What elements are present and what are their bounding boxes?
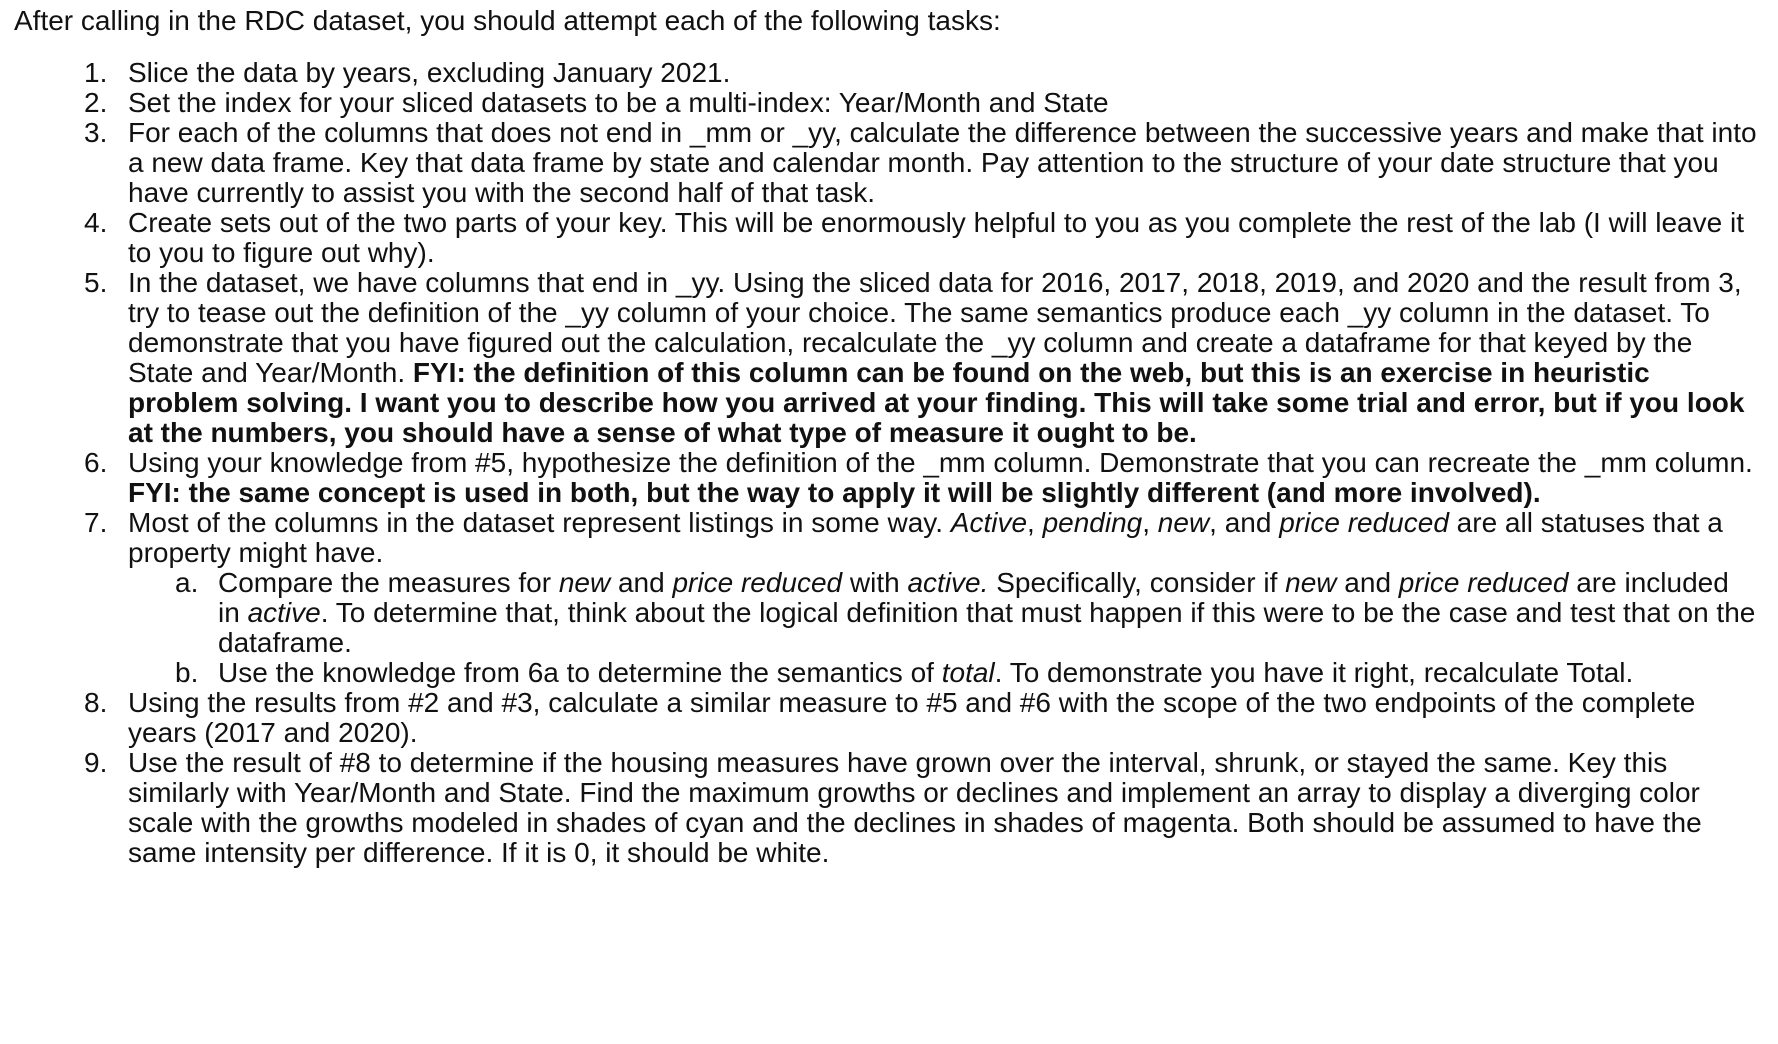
term-pending: pending	[1042, 507, 1143, 538]
term-active: active.	[907, 567, 989, 598]
task-number: 1.	[84, 57, 108, 88]
term-new: new	[558, 567, 611, 598]
task-3	[14, 118, 1778, 208]
term-price-reduced: price reduced	[1279, 507, 1449, 538]
task-7b	[14, 658, 1778, 688]
task-text: , and	[1209, 507, 1280, 538]
task-number: 6.	[84, 447, 108, 478]
task-number: 8.	[84, 687, 108, 718]
task-7a	[14, 568, 1778, 658]
task-text: In the dataset, we have columns that end in _yy. Using the sliced data for 2016, 2017, 2018, 2019, and 2020 and the result from 3, try to tease out the definition of the _yy column of your choice. The same semantics produce each _yy column in the dataset. To demonstrate that you have figured out the calculation, recalculate the _yy column and create a dataframe for that keyed by the State and Year/Month.	[128, 267, 1742, 388]
task-6	[14, 448, 1778, 508]
task-note-bold: FYI: the same concept is used in both, but the way to apply it will be slightly different (and more involved).	[128, 477, 1541, 508]
task-number: 9.	[84, 747, 108, 778]
task-text: ,	[1142, 507, 1158, 538]
task-note-bold: FYI: the definition of this column can be found on the web, but this is an exercise in heuristic problem solving. I want you to describe how you arrived at your finding. This will take some trial and error, but if you look at the numbers, you should have a sense of what type of measure it ought to be.	[128, 357, 1745, 448]
task-number: 4.	[84, 207, 108, 238]
task-number: 3.	[84, 117, 108, 148]
task-text: ,	[1027, 507, 1043, 538]
intro-text: After calling in the RDC dataset, you should attempt each of the following tasks:	[14, 5, 1001, 36]
subtask-number: b.	[175, 657, 199, 688]
task-text: Using your knowledge from #5, hypothesize the definition of the _mm column. Demonstrate that you can recreate the _mm column.	[128, 447, 1753, 478]
task-text: Use the result of #8 to determine if the housing measures have grown over the interval, shrunk, or stayed the same. Key this similarly with Year/Month and State. Find the maximum growths or declines and implement an array to display a diverging color scale with the growths modeled in shades of cyan and the declines in shades of magenta. Both should be assumed to have the same intensity per difference. If it is 0, it should be white.	[128, 747, 1702, 868]
subtask-text: . To determine that, think about the logical definition that must happen if this were to be the case and test that on the dataframe.	[218, 597, 1756, 658]
subtask-text: with	[842, 567, 908, 598]
subtask-text: are included in	[218, 567, 1729, 628]
task-1	[14, 58, 1778, 88]
task-5	[14, 268, 1778, 448]
subtask-text: and	[1336, 567, 1399, 598]
task-text: Most of the columns in the dataset represent listings in some way.	[128, 507, 951, 538]
task-number: 5.	[84, 267, 108, 298]
task-number: 2.	[84, 87, 108, 118]
task-text: Create sets out of the two parts of your key. This will be enormously helpful to you as you complete the rest of the lab (I will leave it to you to figure out why).	[128, 207, 1744, 268]
term-new: new	[1157, 507, 1210, 538]
subtask-text: and	[610, 567, 673, 598]
term-active: active	[247, 597, 321, 628]
subtask-number: a.	[175, 567, 199, 598]
task-2	[14, 88, 1778, 118]
term-active: Active	[950, 507, 1028, 538]
task-number: 7.	[84, 507, 108, 538]
subtask-text: Compare the measures for	[218, 567, 559, 598]
task-text: Using the results from #2 and #3, calculate a similar measure to #5 and #6 with the scope of the two endpoints of the complete years (2017 and 2020).	[128, 687, 1696, 748]
task-8	[14, 688, 1778, 748]
subtask-text: Use the knowledge from 6a to determine the semantics of	[218, 657, 942, 688]
task-text: are all statuses that a property might have.	[128, 507, 1723, 568]
subtask-text: Specifically, consider if	[988, 567, 1286, 598]
task-text: For each of the columns that does not end in _mm or _yy, calculate the difference between the successive years and make that into a new data frame. Key that data frame by state and calendar month. Pay attention to the structure of your date structure that you have currently to assist you with the second half of that task.	[128, 117, 1757, 208]
task-text: Slice the data by years, excluding January 2021.	[128, 57, 731, 88]
task-7	[14, 508, 1778, 568]
task-text: Set the index for your sliced datasets to be a multi-index: Year/Month and State	[128, 87, 1109, 118]
term-total: total	[941, 657, 995, 688]
term-price-reduced: price reduced	[1398, 567, 1569, 598]
task-4	[14, 208, 1778, 268]
term-new: new	[1285, 567, 1337, 598]
term-price-reduced: price reduced	[672, 567, 843, 598]
subtask-text: . To demonstrate you have it right, recalculate Total.	[994, 657, 1634, 688]
task-9	[14, 748, 1778, 868]
